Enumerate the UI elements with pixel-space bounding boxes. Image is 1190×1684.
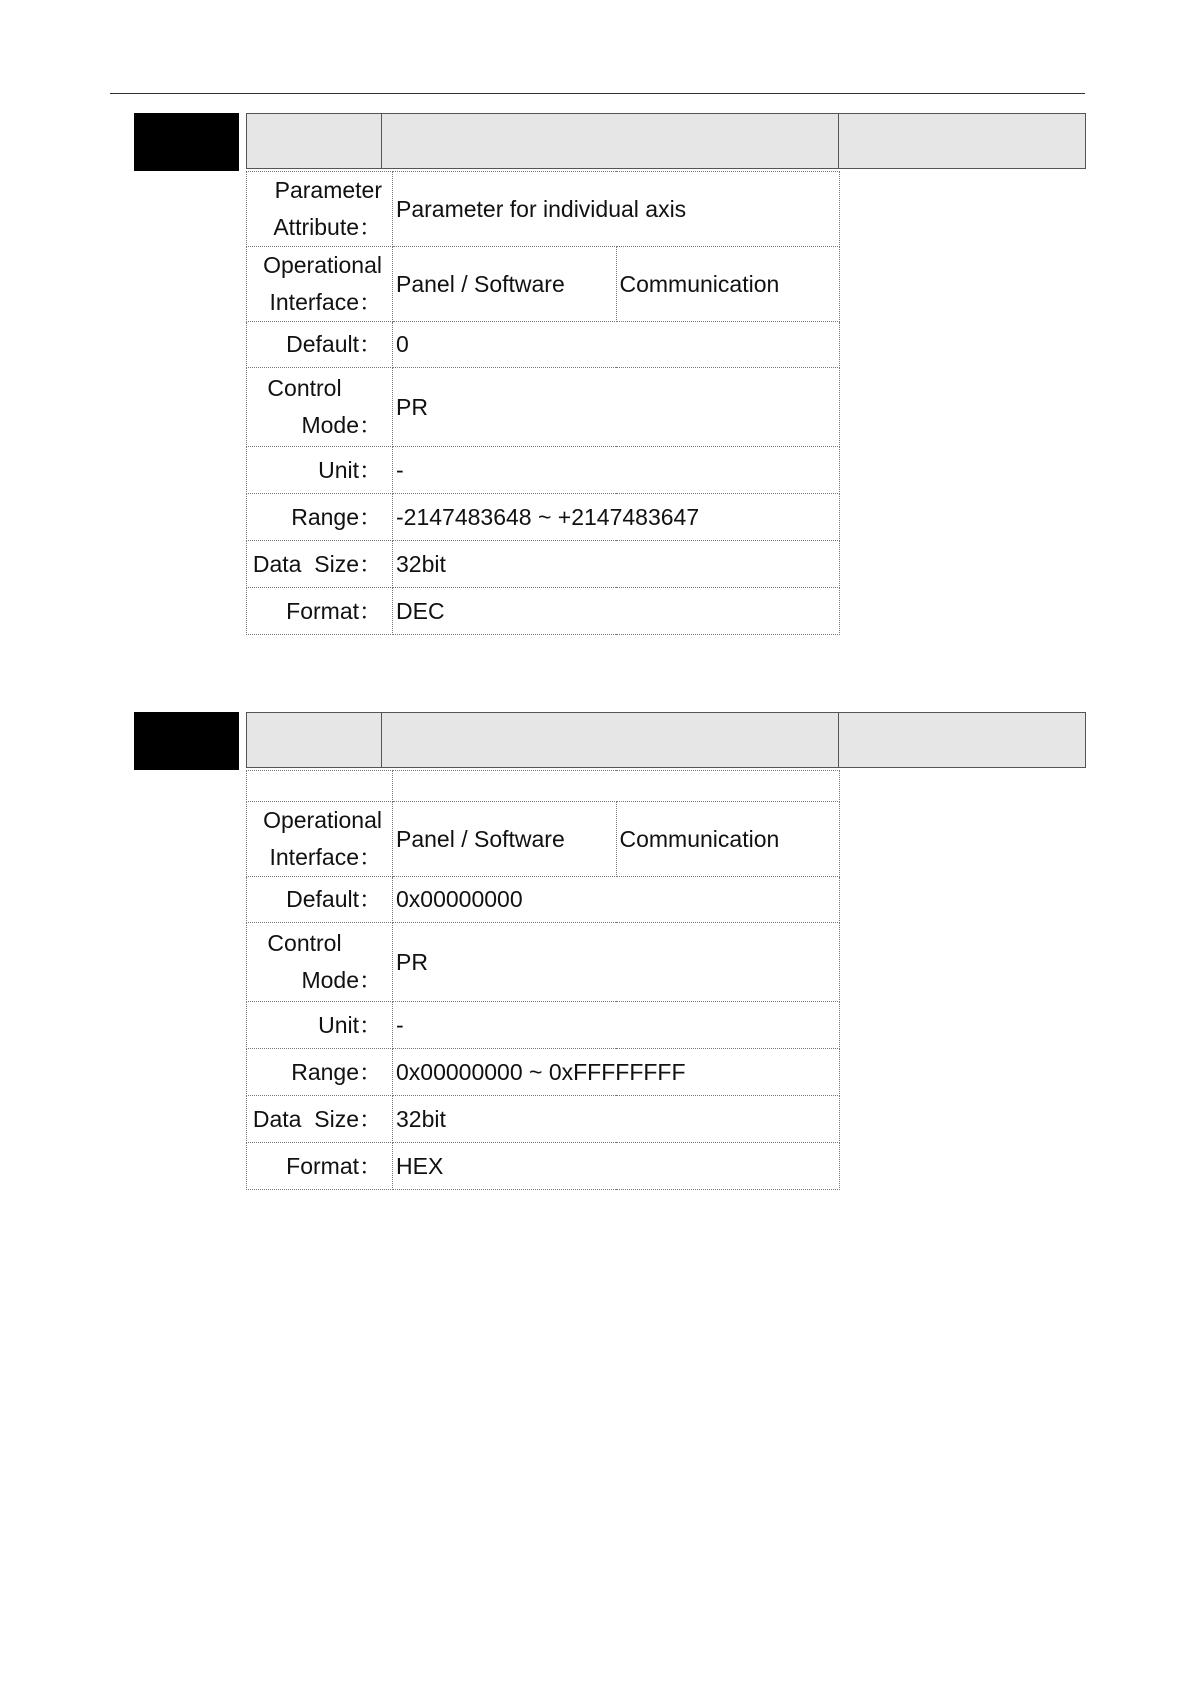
header-cell-name (381, 113, 840, 169)
label-line-2: Attribute： (273, 214, 382, 240)
label-range: Range： (247, 1049, 393, 1096)
row-format (247, 588, 840, 635)
header-cell-name (381, 712, 840, 768)
row-data-size (247, 541, 840, 588)
value-unit: - (393, 1002, 840, 1049)
header-cell-code (246, 113, 383, 169)
label-control-mode (247, 923, 393, 1002)
value-control-mode: PR (393, 368, 840, 447)
row-data-size (247, 1096, 840, 1143)
label-line-2: Interface： (269, 844, 382, 870)
value-parameter-attribute: Parameter for individual axis (393, 172, 840, 247)
value-format: HEX (393, 1143, 840, 1190)
label-data-size: Data Size： (247, 1096, 393, 1143)
value-control-mode: PR (393, 923, 840, 1002)
parameter-code-tag (134, 113, 239, 171)
label-default: Default： (247, 322, 393, 368)
label-line-2: Mode： (301, 412, 382, 438)
row-default (247, 322, 840, 368)
row-range (247, 1049, 840, 1096)
row-unit (247, 447, 840, 494)
row-default (247, 877, 840, 923)
value-unit: - (393, 447, 840, 494)
label-parameter-attribute (247, 172, 393, 247)
label-operational-interface (247, 247, 393, 322)
row-control-mode (247, 923, 840, 1002)
value-panel-software: Panel / Software (393, 247, 617, 322)
row-unit (247, 1002, 840, 1049)
label-format: Format： (247, 588, 393, 635)
parameter-code-tag (134, 712, 239, 770)
label-line-1: Operational (263, 252, 382, 278)
value-format: DEC (393, 588, 840, 635)
value-panel-software: Panel / Software (393, 802, 617, 877)
label-line-1: Control (267, 375, 342, 401)
label-line-2: Interface： (269, 289, 382, 315)
row-parameter-attribute (247, 771, 840, 802)
label-line-2: Mode： (301, 967, 382, 993)
label-line-1: Parameter (274, 177, 382, 203)
row-range (247, 494, 840, 541)
header-cell-address (838, 712, 1086, 768)
header-cell-code (246, 712, 383, 768)
row-operational-interface (247, 802, 840, 877)
value-range: -2147483648 ~ +2147483647 (393, 494, 840, 541)
value-range: 0x00000000 ~ 0xFFFFFFFF (393, 1049, 840, 1096)
label-line-1: Operational (263, 807, 382, 833)
row-operational-interface (247, 247, 840, 322)
header-rule (110, 93, 1085, 94)
value-default: 0 (393, 322, 840, 368)
label-operational-interface (247, 802, 393, 877)
label-unit: Unit： (247, 1002, 393, 1049)
row-control-mode (247, 368, 840, 447)
label-format: Format： (247, 1143, 393, 1190)
label-data-size: Data Size： (247, 541, 393, 588)
attribute-table (246, 171, 840, 635)
value-default: 0x00000000 (393, 877, 840, 923)
label-parameter-attribute (247, 771, 393, 802)
value-data-size: 32bit (393, 1096, 840, 1143)
label-line-1: Control (267, 930, 342, 956)
label-unit: Unit： (247, 447, 393, 494)
label-range: Range： (247, 494, 393, 541)
value-parameter-attribute (393, 771, 840, 802)
label-default: Default： (247, 877, 393, 923)
row-format (247, 1143, 840, 1190)
value-data-size: 32bit (393, 541, 840, 588)
row-parameter-attribute (247, 172, 840, 247)
header-cell-address (838, 113, 1086, 169)
label-control-mode (247, 368, 393, 447)
value-communication: Communication (616, 802, 840, 877)
attribute-table (246, 770, 840, 1190)
value-communication: Communication (616, 247, 840, 322)
